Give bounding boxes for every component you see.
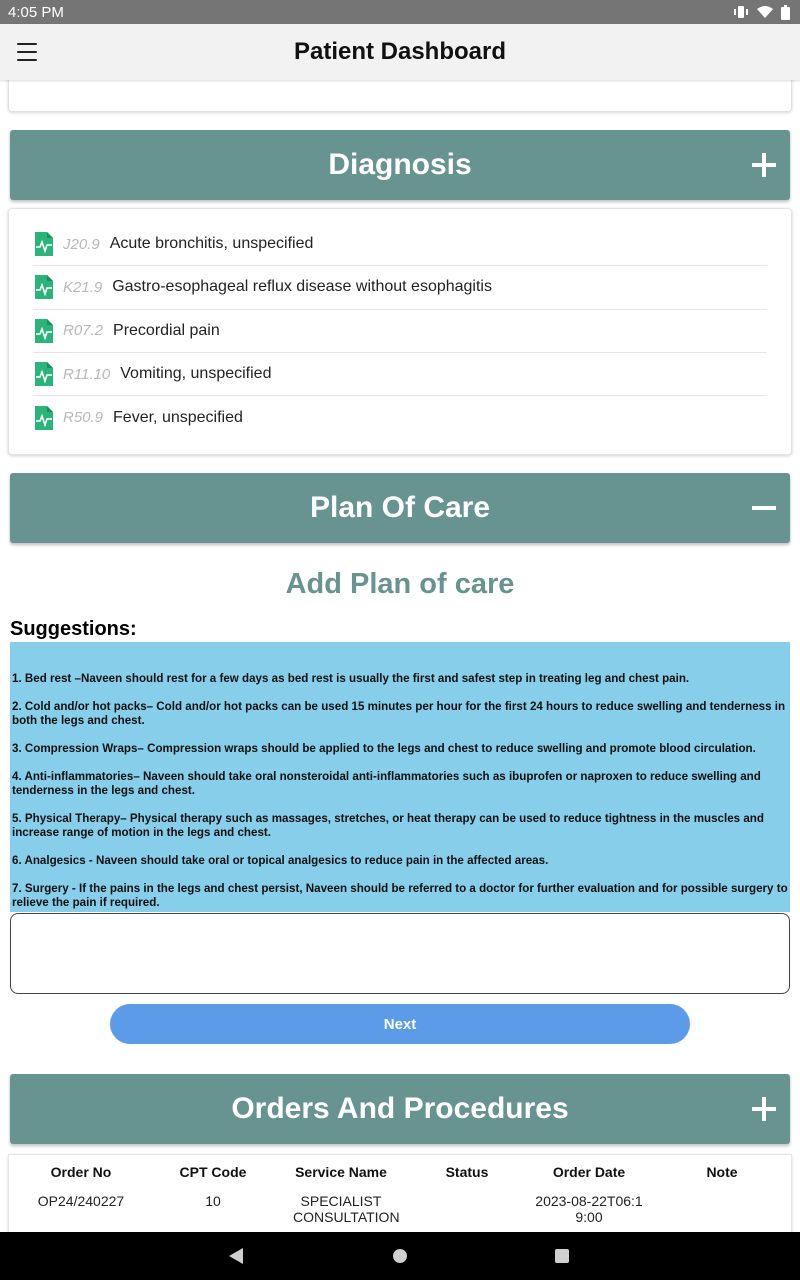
recent-apps-icon[interactable]: [555, 1249, 569, 1263]
list-item[interactable]: [33, 223, 767, 266]
list-item[interactable]: [33, 310, 767, 353]
orders-section-header[interactable]: [10, 1074, 790, 1144]
battery-icon: [781, 5, 790, 20]
next-button[interactable]: Next: [110, 1004, 690, 1044]
scroll-content[interactable]: [0, 80, 800, 1232]
suggestion-item: 1. Bed rest –Naveen should rest for a few days as bed rest is usually the first and safest step in treating leg and chest pain.: [12, 672, 690, 685]
column-header: Order Date: [552, 1164, 626, 1180]
status-time: 4:05 PM: [8, 3, 64, 21]
page-title: Patient Dashboard: [293, 38, 507, 65]
plan-of-care-input[interactable]: [10, 913, 790, 994]
suggestion-item: 3. Compression Wraps– Compression wraps should be applied to the legs and chest to reduce swelling and promote blood circulation.: [12, 742, 756, 755]
home-icon[interactable]: [393, 1249, 407, 1263]
diagnosis-code: R50.9: [63, 409, 104, 427]
diagnosis-list: [8, 208, 792, 455]
status-cell: [409, 1189, 525, 1225]
column-header: Note: [706, 1164, 738, 1180]
plan-of-care-section-header[interactable]: [10, 473, 790, 543]
diagnosis-description: Fever, unspecified: [113, 408, 243, 426]
orders-header-label: Orders And Procedures: [231, 1092, 569, 1125]
diagnosis-code: K21.9: [63, 278, 103, 296]
menu-icon[interactable]: [14, 40, 40, 64]
list-item[interactable]: [33, 266, 767, 309]
medical-document-icon: [33, 275, 55, 299]
order-no-cell: OP24/240227: [37, 1193, 125, 1209]
diagnosis-code: J20.9: [63, 235, 100, 253]
cpt-code-cell: 10: [205, 1193, 221, 1209]
suggestion-item: 5. Physical Therapy– Physical therapy such as massages, stretches, or heat therapy can be used to reduce tightness in the muscles and increase range of motion in the legs and chest.: [12, 812, 764, 839]
diagnosis-description: Acute bronchitis, unspecified: [109, 235, 314, 253]
suggestion-item: 2. Cold and/or hot packs– Cold and/or hot packs can be used 15 minutes per hour for the first 24 hours to reduce swelling and tenderness in both the legs and chest.: [12, 700, 786, 727]
service-name-cell: SPECIALIST CONSULTATION: [293, 1193, 400, 1225]
diagnosis-description: Vomiting, unspecified: [120, 365, 272, 383]
plus-icon[interactable]: [752, 153, 776, 177]
status-bar: [0, 0, 800, 24]
plan-of-care-header-label: Plan Of Care: [309, 491, 491, 524]
add-plan-of-care-title: Add Plan of care: [285, 568, 515, 600]
column-header: CPT Code: [179, 1164, 247, 1180]
medical-document-icon: [33, 406, 55, 430]
suggestion-item: 6. Analgesics - Naveen should take oral or topical analgesics to reduce pain in the affected areas.: [12, 854, 549, 867]
diagnosis-code: R07.2: [63, 322, 104, 340]
plus-icon[interactable]: [752, 1097, 776, 1121]
list-item[interactable]: [33, 396, 767, 439]
suggestion-item: 4. Anti-inflammatories– Naveen should take oral nonsteroidal anti-inflammatories such as ibuprofen or naproxen to reduce swelling and tenderness in the legs and chest.: [12, 770, 761, 797]
medical-document-icon: [33, 319, 55, 343]
suggestions-label: Suggestions:: [10, 618, 137, 640]
column-header: Order No: [50, 1164, 112, 1180]
order-date-cell: 2023-08-22T06:19:00: [535, 1193, 643, 1225]
diagnosis-description: Gastro-esophageal reflux disease without esophagitis: [112, 278, 492, 296]
list-item[interactable]: [33, 353, 767, 396]
previous-section-card: [8, 80, 792, 112]
app-bar: [0, 24, 800, 80]
diagnosis-header-label: Diagnosis: [328, 148, 472, 181]
system-nav-bar: [0, 1232, 800, 1280]
diagnosis-section-header[interactable]: [10, 130, 790, 200]
vibrate-icon: [733, 5, 749, 19]
suggestions-box: [10, 642, 790, 912]
column-header: Status: [445, 1164, 489, 1180]
diagnosis-description: Precordial pain: [113, 321, 220, 339]
column-header: Service Name: [295, 1164, 387, 1180]
orders-table: [8, 1154, 792, 1232]
table-row[interactable]: [9, 1189, 791, 1225]
table-header-row: [9, 1155, 791, 1189]
wifi-icon: [757, 5, 773, 19]
diagnosis-code: R11.10: [63, 365, 111, 383]
minus-icon[interactable]: [752, 496, 776, 520]
medical-document-icon: [33, 232, 55, 256]
back-icon[interactable]: [229, 1248, 243, 1264]
medical-document-icon: [33, 362, 55, 386]
note-cell: [653, 1189, 791, 1225]
suggestion-item: 7. Surgery - If the pains in the legs and chest persist, Naveen should be referred to a doctor for further evaluation and for possible surgery to relieve the pain if required.: [12, 882, 788, 909]
